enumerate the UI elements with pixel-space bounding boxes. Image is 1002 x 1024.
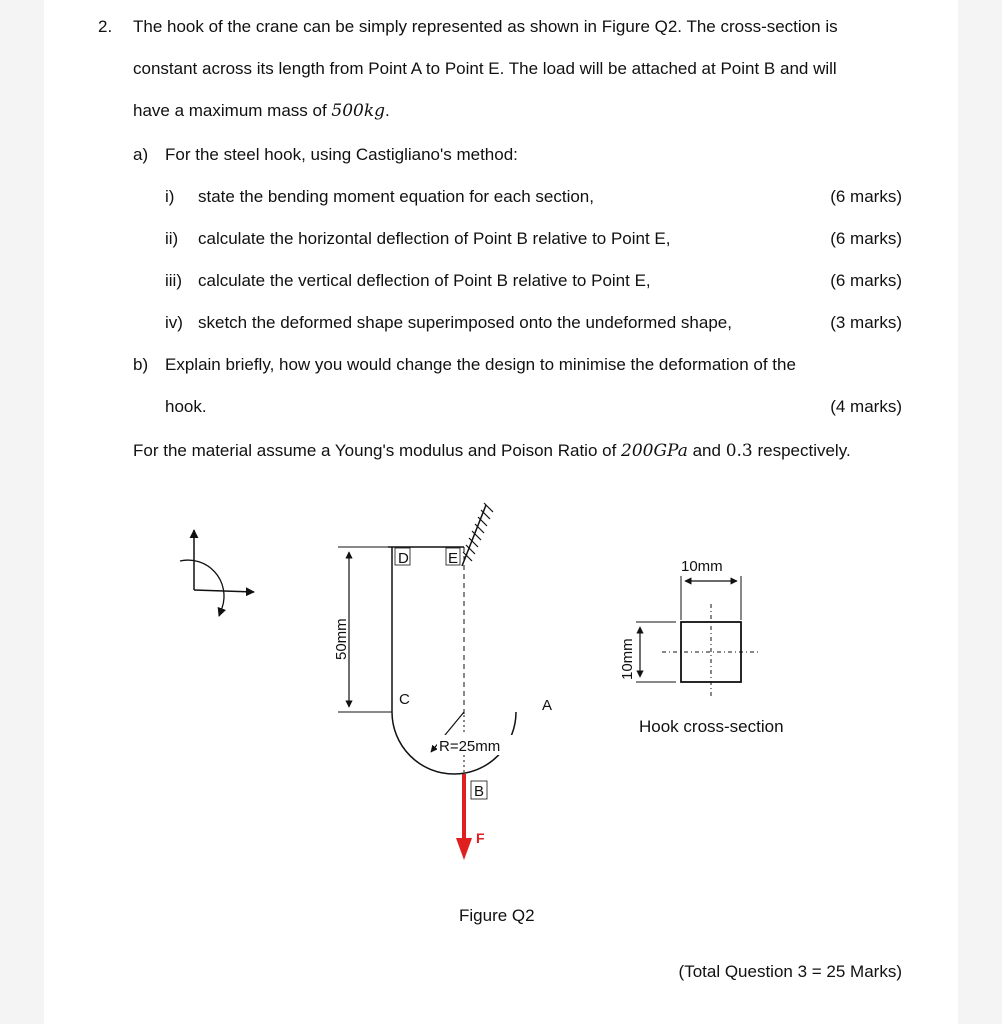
force-label: F	[476, 830, 485, 846]
material-mid: and	[687, 441, 726, 460]
hook-cross-section	[619, 558, 758, 696]
item-ii-marks: (6 marks)	[830, 229, 902, 248]
cs-width-label: 10mm	[681, 558, 723, 575]
item-ii-label: ii)	[165, 229, 179, 248]
radius-label: R=25mm	[439, 738, 501, 755]
material-pre: For the material assume a Young's modulus and Poison Ratio of	[133, 441, 622, 460]
item-iv-marks: (3 marks)	[830, 313, 902, 332]
part-b-marks: (4 marks)	[830, 397, 902, 416]
total-marks: (Total Question 3 = 25 Marks)	[678, 962, 902, 981]
item-i-text: state the bending moment equation for each section,	[198, 187, 594, 206]
intro-line-2: constant across its length from Point A to Point E. The load will be attached at Point B and will	[133, 59, 837, 78]
part-a-label: a)	[133, 145, 149, 164]
part-a-text: For the steel hook, using Castigliano's method:	[165, 145, 518, 164]
cross-section-caption: Hook cross-section	[639, 717, 784, 736]
cs-height-label: 10mm	[619, 638, 636, 680]
intro-line-3-end: .	[385, 101, 390, 120]
item-i-marks: (6 marks)	[830, 187, 902, 206]
item-iv-text: sketch the deformed shape superimposed onto the undeformed shape,	[198, 313, 732, 332]
poisson-ratio: 0.3	[725, 441, 753, 461]
wall-hatch	[462, 503, 493, 566]
part-b-line-2: hook.	[165, 397, 207, 416]
dimension-height-text: 50mm	[333, 618, 350, 660]
point-a-label: A	[542, 697, 553, 714]
item-i-label: i)	[165, 187, 175, 206]
figure-caption: Figure Q2	[459, 906, 535, 925]
item-iii-marks: (6 marks)	[830, 271, 902, 290]
part-b-line-1: Explain briefly, how you would change the design to minimise the deformation of the	[165, 355, 796, 374]
force-arrow-head	[456, 838, 472, 860]
point-c-label: C	[399, 691, 410, 708]
part-b-label: b)	[133, 355, 149, 374]
material-post: respectively.	[752, 441, 851, 460]
question-number: 2.	[98, 17, 113, 36]
item-iv-label: iv)	[165, 313, 183, 332]
dimension-50mm	[333, 547, 392, 712]
mass-value: 500kg	[331, 101, 386, 121]
youngs-modulus: 200GPa	[621, 441, 688, 461]
axes-icon	[180, 530, 254, 616]
point-b-label: B	[474, 783, 485, 800]
item-ii-text: calculate the horizontal deflection of Point B relative to Point E,	[198, 229, 671, 248]
item-iii-label: iii)	[165, 271, 182, 290]
point-d-label: D	[398, 550, 409, 567]
intro-line-3-text: have a maximum mass of	[133, 101, 332, 120]
item-iii-text: calculate the vertical deflection of Point B relative to Point E,	[198, 271, 651, 290]
intro-line-1: The hook of the crane can be simply represented as shown in Figure Q2. The cross-section is	[133, 17, 838, 36]
point-e-label: E	[448, 550, 459, 567]
